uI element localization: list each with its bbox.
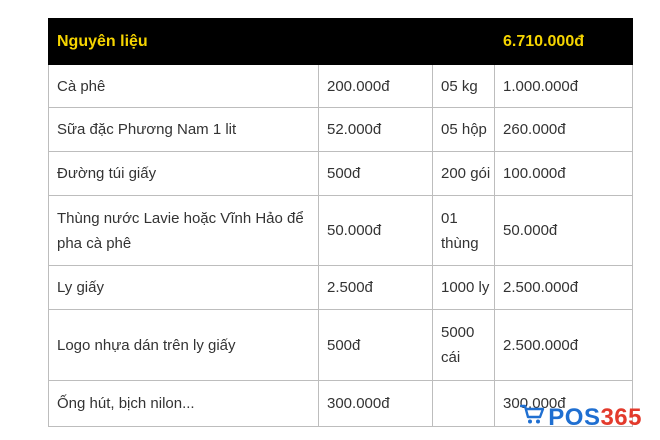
unit-price: 300.000đ — [319, 381, 433, 427]
amount: 2.500.000đ — [495, 310, 633, 381]
quantity: 05 hộp — [433, 108, 495, 152]
logo-text-pos: POS — [548, 403, 601, 431]
logo-text-365: 365 — [600, 403, 642, 431]
table-row — [49, 196, 633, 266]
table-header-row — [49, 19, 633, 65]
unit-price: 500đ — [319, 310, 433, 381]
item-name: Cà phê — [49, 65, 319, 108]
amount: 260.000đ — [495, 108, 633, 152]
quantity — [433, 381, 495, 427]
ingredients-table — [48, 18, 633, 427]
quantity: 200 gói — [433, 152, 495, 196]
quantity: 1000 ly — [433, 266, 495, 310]
amount: 2.500.000đ — [495, 266, 633, 310]
header-total: 6.710.000đ — [495, 19, 633, 65]
item-name: Thùng nước Lavie hoặc Vĩnh Hảo để pha cà phê — [49, 196, 319, 266]
table-row — [49, 65, 633, 108]
cart-icon — [520, 403, 548, 432]
header-label: Nguyên liệu — [49, 19, 495, 65]
table-row — [49, 152, 633, 196]
table-row — [49, 310, 633, 381]
item-name: Logo nhựa dán trên ly giấy — [49, 310, 319, 381]
unit-price: 200.000đ — [319, 65, 433, 108]
unit-price: 500đ — [319, 152, 433, 196]
quantity: 5000 cái — [433, 310, 495, 381]
amount: 50.000đ — [495, 196, 633, 266]
amount: 300.000đ — [495, 381, 633, 427]
amount: 1.000.000đ — [495, 65, 633, 108]
unit-price: 50.000đ — [319, 196, 433, 266]
unit-price: 2.500đ — [319, 266, 433, 310]
unit-price: 52.000đ — [319, 108, 433, 152]
pos365-watermark-logo — [520, 403, 642, 432]
item-name: Sữa đặc Phương Nam 1 lit — [49, 108, 319, 152]
table-row — [49, 108, 633, 152]
amount: 100.000đ — [495, 152, 633, 196]
quantity: 01 thùng — [433, 196, 495, 266]
quantity: 05 kg — [433, 65, 495, 108]
item-name: Đường túi giấy — [49, 152, 319, 196]
table-row — [49, 266, 633, 310]
item-name: Ống hút, bịch nilon... — [49, 381, 319, 427]
item-name: Ly giấy — [49, 266, 319, 310]
